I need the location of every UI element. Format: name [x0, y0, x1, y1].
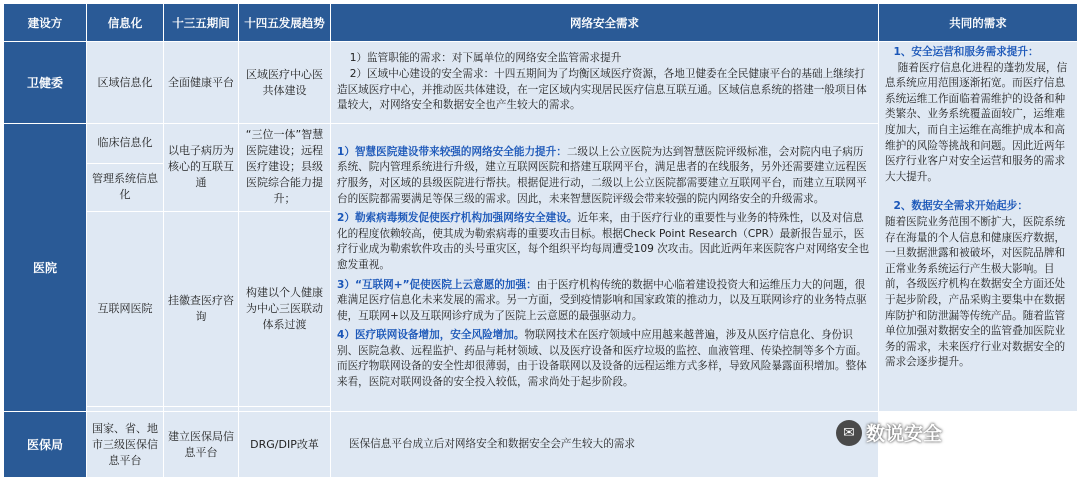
watermark-text: 数说安全	[866, 423, 943, 445]
header-common-demand: 共同的需求	[879, 4, 1078, 42]
party-weijianwei: 卫健委	[4, 42, 87, 124]
info-hospital-internet: 互联网医院	[87, 211, 164, 406]
common-2-title: 2、数据安全需求开始起步：	[893, 200, 1028, 213]
row-weijianwei	[4, 42, 1078, 124]
common-2-body: 随着医院业务范围不断扩大，医院系统存在海量的个人信息和健康医疗数据，一旦数据泄露和被破坏，对医院品牌和正常业务系统运行产生极大影响。目前，各级医疗机构在数据安全方面还处于起步阶段，产品采购主要集中在数据库防护和防泄漏等传统产品。随着监管单位加强对数据安全的监管叠加医院业务的需求，未来医疗行业对数据安全的需求会逐步提升。	[885, 215, 1066, 369]
period13-yibao: 建立医保局信息平台	[164, 412, 239, 478]
security-demand-table	[3, 3, 1078, 478]
period13-weijianwei: 全面健康平台	[164, 42, 239, 124]
net-demand-yibao: 医保信息平台成立后对网络安全和数据安全会产生较大的需求	[331, 412, 879, 478]
wechat-icon: ✉	[836, 420, 862, 446]
trend14-weijianwei: 区域医疗中心医共体建设	[239, 42, 331, 124]
header-row	[4, 4, 1078, 42]
common-demand-cell	[879, 42, 1078, 412]
trend14-hospital-a: “三位一体”智慧医院建设；远程医疗建设；县级医院综合能力提升；	[239, 124, 331, 211]
party-hospital: 医院	[4, 124, 87, 412]
net-hospital-item-1: 1）智慧医院建设带来较强的网络安全能力提升：二级以上公立医院为达到智慧医院评级标准，会对院内电子病历系统、院内管理系统进行升级，建立互联网医院和搭建互联网平台，满足患者的在线服务，另外还需要建立远程医疗服务，对区域的县级医院进行帮扶。根据促进行动，二级以上公立医院都需要建立互联网平台，而建立互联网平台的医院都需要满足等保三级的需求。因此，未来智慧医院评级会带来较强的院内网络安全的升级需求。	[337, 145, 867, 205]
net-hospital-item-3: 3）“互联网+”促使医院上云意愿的加强：由于医疗机构传统的数据中心临着建设投资大和运维压力大的问题，很难满足医疗信息化未来发展的需求。另一方面，受到疫情影响和国家政策的推动力，以及互联网诊疗的业务特点驱使，互联网+以及互联网诊疗成为了医院上云意愿的最强驱动力。	[337, 278, 867, 322]
watermark	[836, 419, 942, 446]
period13-hospital-a: 以电子病历为核心的互联互通	[164, 124, 239, 211]
header-party: 建设方	[4, 4, 87, 42]
period13-hospital-b: 挂徽查医疗咨询	[164, 211, 239, 406]
header-trend14: 十四五发展趋势	[239, 4, 331, 42]
info-yibao: 国家、省、地市三级医保信息平台	[87, 412, 164, 478]
header-period13: 十三五期间	[164, 4, 239, 42]
info-weijianwei: 区域信息化	[87, 42, 164, 124]
info-hospital-clinical: 临床信息化	[87, 124, 164, 163]
net-weijianwei-item-1: 1）监管职能的需求：对下属单位的网络安全监管需求提升	[349, 52, 622, 65]
common-1-title: 1、安全运营和服务需求提升：	[893, 46, 1039, 58]
net-weijianwei-item-2: 2）区域中心建设的安全需求：十四五期间为了均衡区域医疗资源，各地卫健委在全民健康平台的基础上继续打造区域医疗中心，并推动医共体建设，在一定区域内实现居民医疗信息互联互通。区域信息系统的搭建一般项目体量较大，对网络安全和数据安全也产生较大的需求。	[337, 68, 867, 112]
net-demand-weijianwei	[331, 42, 879, 124]
net-hospital-item-4: 4）医疗联网设备增加，安全风险增加。物联网技术在医疗领域中应用越来越普遍，涉及从医疗信息化、身份识别、医院急救、远程监护、药品与耗材领域、以及医疗设备和医疗垃圾的监控、血液管理、传染控制等多个方面。而医疗物联网设备的安全性却很薄弱，由于设备联网以及设备的远程运维方式多样，导致风险暴露面积增加。整体来看，医院对联网设备的安全投入较低，需求尚处于起步阶段。	[337, 329, 867, 389]
info-hospital-management: 管理系统信息化	[87, 163, 164, 211]
party-yibao: 医保局	[4, 412, 87, 478]
trend14-yibao: DRG/DIP改革	[239, 412, 331, 478]
net-demand-hospital	[331, 124, 879, 412]
net-hospital-item-2: 2）勒索病毒频发促使医疗机构加强网络安全建设。近年来，由于医疗行业的重要性与业务的特殊性，以及对信息化的程度依赖较高，使其成为勒索病毒的重要攻击目标。根据Check Point Research（CPR）最新报告显示，医疗行业成为勒索软件攻击的头号重灾区，每个组织平均每周遭受109 次攻击。因此近两年来医院客户对网络安全也愈发重视。	[337, 212, 870, 271]
trend14-hospital-b: 构建以个人健康为中心三医联动体系过渡	[239, 211, 331, 406]
header-net-demand: 网络安全需求	[331, 4, 879, 42]
common-1-body: 随着医疗信息化进程的蓬勃发展，信息系统应用范围逐渐拓宽。而医疗信息系统运维工作面临着需维护的设备和种类繁杂、业务系统覆盖面较广，运维难度加大，而自主运维在高维护成本和高维护的风险等挑战和问题。因此近两年医疗行业客户对安全运营和服务的需求大大提升。	[885, 61, 1068, 183]
header-info: 信息化	[87, 4, 164, 42]
